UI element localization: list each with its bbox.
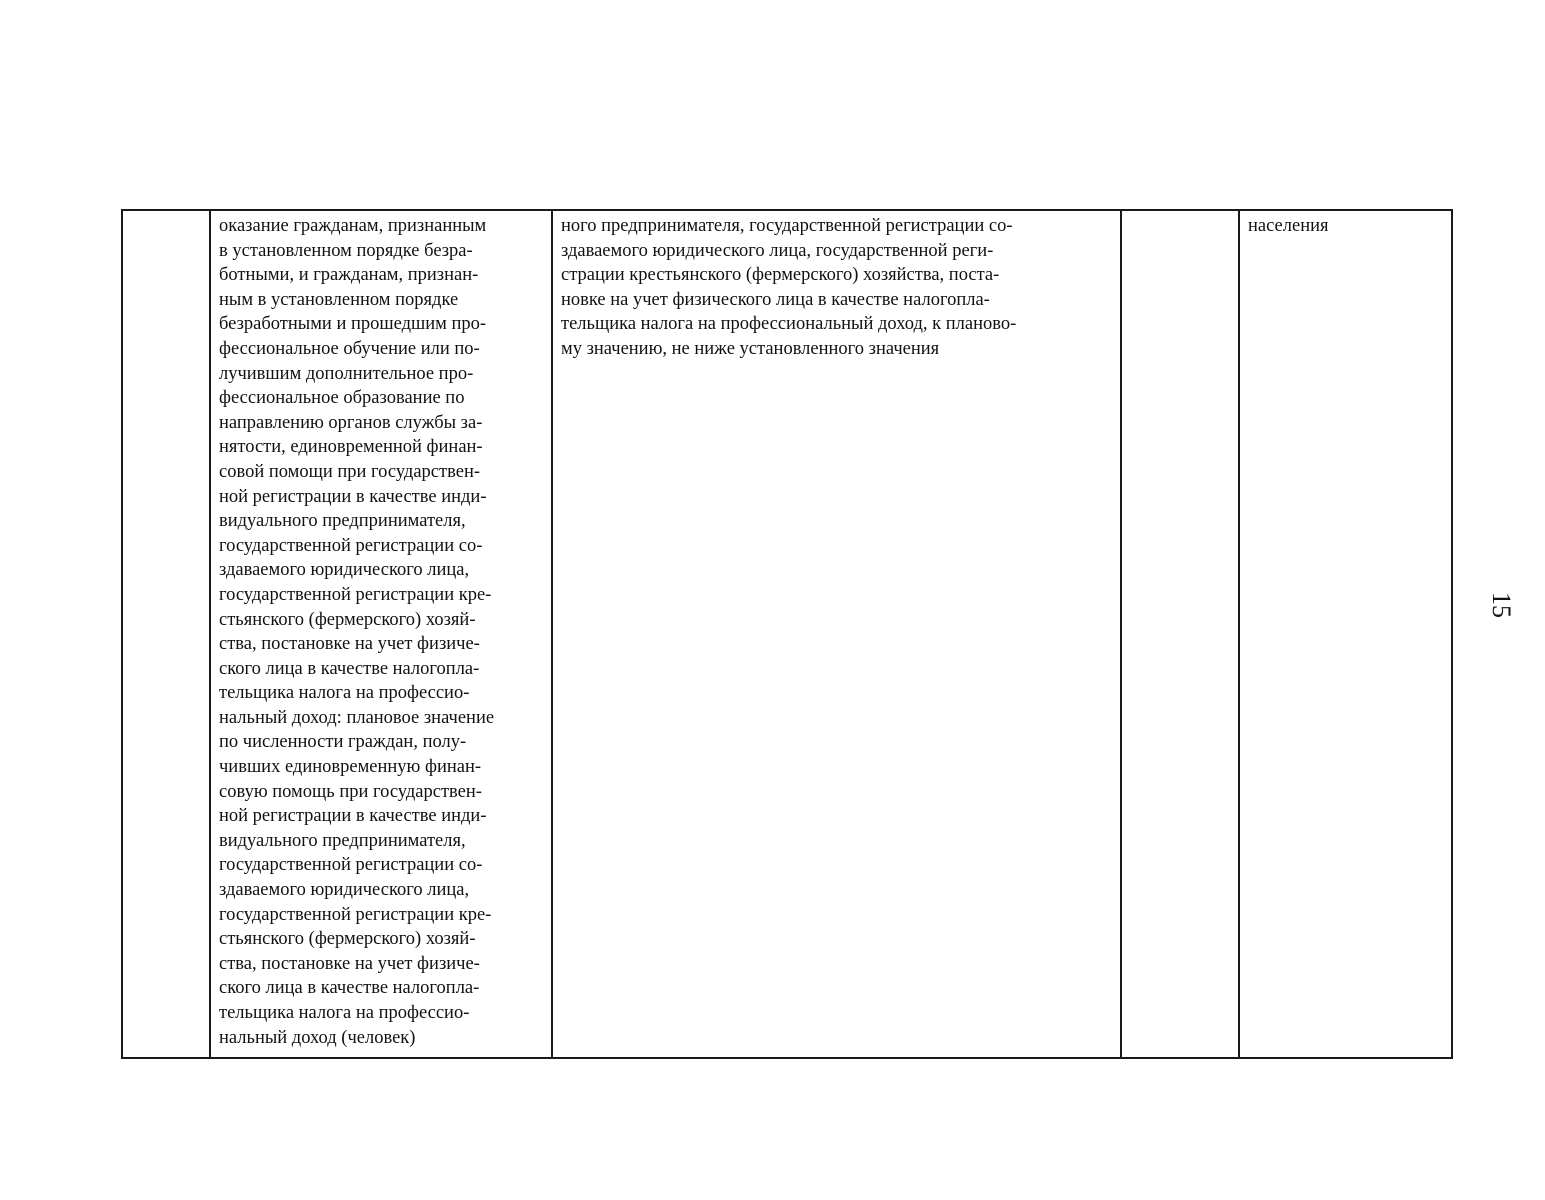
table-cell-col2 (210, 210, 552, 1058)
text-line: здаваемого юридического лица, (219, 880, 470, 901)
text-line: в установленном порядке безра- (219, 240, 473, 261)
calculation-description (553, 211, 1120, 1057)
text-line: безработными и прошедшим про- (219, 314, 487, 335)
table-cell-col3 (552, 210, 1121, 1058)
text-line: видуального предпринимателя, (219, 511, 466, 532)
text-line: ского лица в качестве налогопла- (219, 978, 480, 999)
text-line: ского лица в качестве налогопла- (219, 658, 480, 679)
text-line: по численности граждан, полу- (219, 732, 467, 753)
text-line: тельщика налога на профессио- (219, 1003, 470, 1023)
text-line: ной регистрации в качестве инди- (219, 806, 487, 827)
text-line: государственной регистрации со- (219, 855, 483, 876)
page-number: 15 (1487, 592, 1516, 618)
text-line: стьянского (фермерского) хозяй- (219, 929, 476, 950)
text-line: тельщика налога на профессио- (219, 683, 470, 704)
text-line: видуального предпринимателя, (219, 830, 466, 851)
text-line: нальный доход (человек) (219, 1027, 416, 1048)
text-line: фессиональное обучение или по- (219, 338, 480, 359)
text-line: лучившим дополнительное про- (219, 363, 474, 384)
text-line: совую помощь при государствен- (219, 781, 482, 802)
text-line: фессиональное образование по (219, 388, 465, 409)
text-line: страции крестьянского (фермерского) хозяйства, поста- (561, 265, 1000, 286)
source-description (1240, 211, 1451, 1057)
text-line: му значению, не ниже установленного значения (561, 338, 940, 359)
text-line: новке на учет физического лица в качестве налогопла- (561, 289, 990, 310)
text-line: ной регистрации в качестве инди- (219, 486, 487, 507)
text-line: совой помощи при государствен- (219, 461, 481, 482)
text-line: здаваемого юридического лица, государственной реги- (561, 240, 994, 261)
text-line: ства, постановке на учет физиче- (219, 953, 480, 974)
text-line: ного предпринимателя, государственной регистрации со- (561, 216, 1013, 236)
text-line: тельщика налога на профессиональный доход, к планово- (561, 314, 1017, 335)
text-line: стьянского (фермерского) хозяй- (219, 609, 476, 630)
text-line: чивших единовременную финан- (219, 757, 482, 778)
text-line: ным в установленном порядке (219, 289, 459, 310)
document-table (121, 209, 1453, 1059)
text-line: здаваемого юридического лица, (219, 560, 470, 581)
text-line: оказание гражданам, признанным (219, 216, 487, 236)
table-cell-col1 (122, 210, 210, 1058)
text-line: направлению органов службы за- (219, 412, 483, 433)
table-cell-col4 (1121, 210, 1239, 1058)
text-line: государственной регистрации кре- (219, 904, 492, 925)
text-line: ства, постановке на учет физиче- (219, 634, 480, 655)
text-line: нятости, единовременной финан- (219, 437, 483, 458)
table-cell-col5 (1239, 210, 1452, 1058)
table-row (122, 210, 1452, 1058)
text-line: населения (1248, 216, 1329, 236)
text-line: нальный доход: плановое значение (219, 707, 495, 728)
text-line: ботными, и гражданам, признан- (219, 265, 479, 286)
text-line: государственной регистрации со- (219, 535, 483, 556)
text-line: государственной регистрации кре- (219, 584, 492, 605)
indicator-description (211, 211, 551, 1057)
